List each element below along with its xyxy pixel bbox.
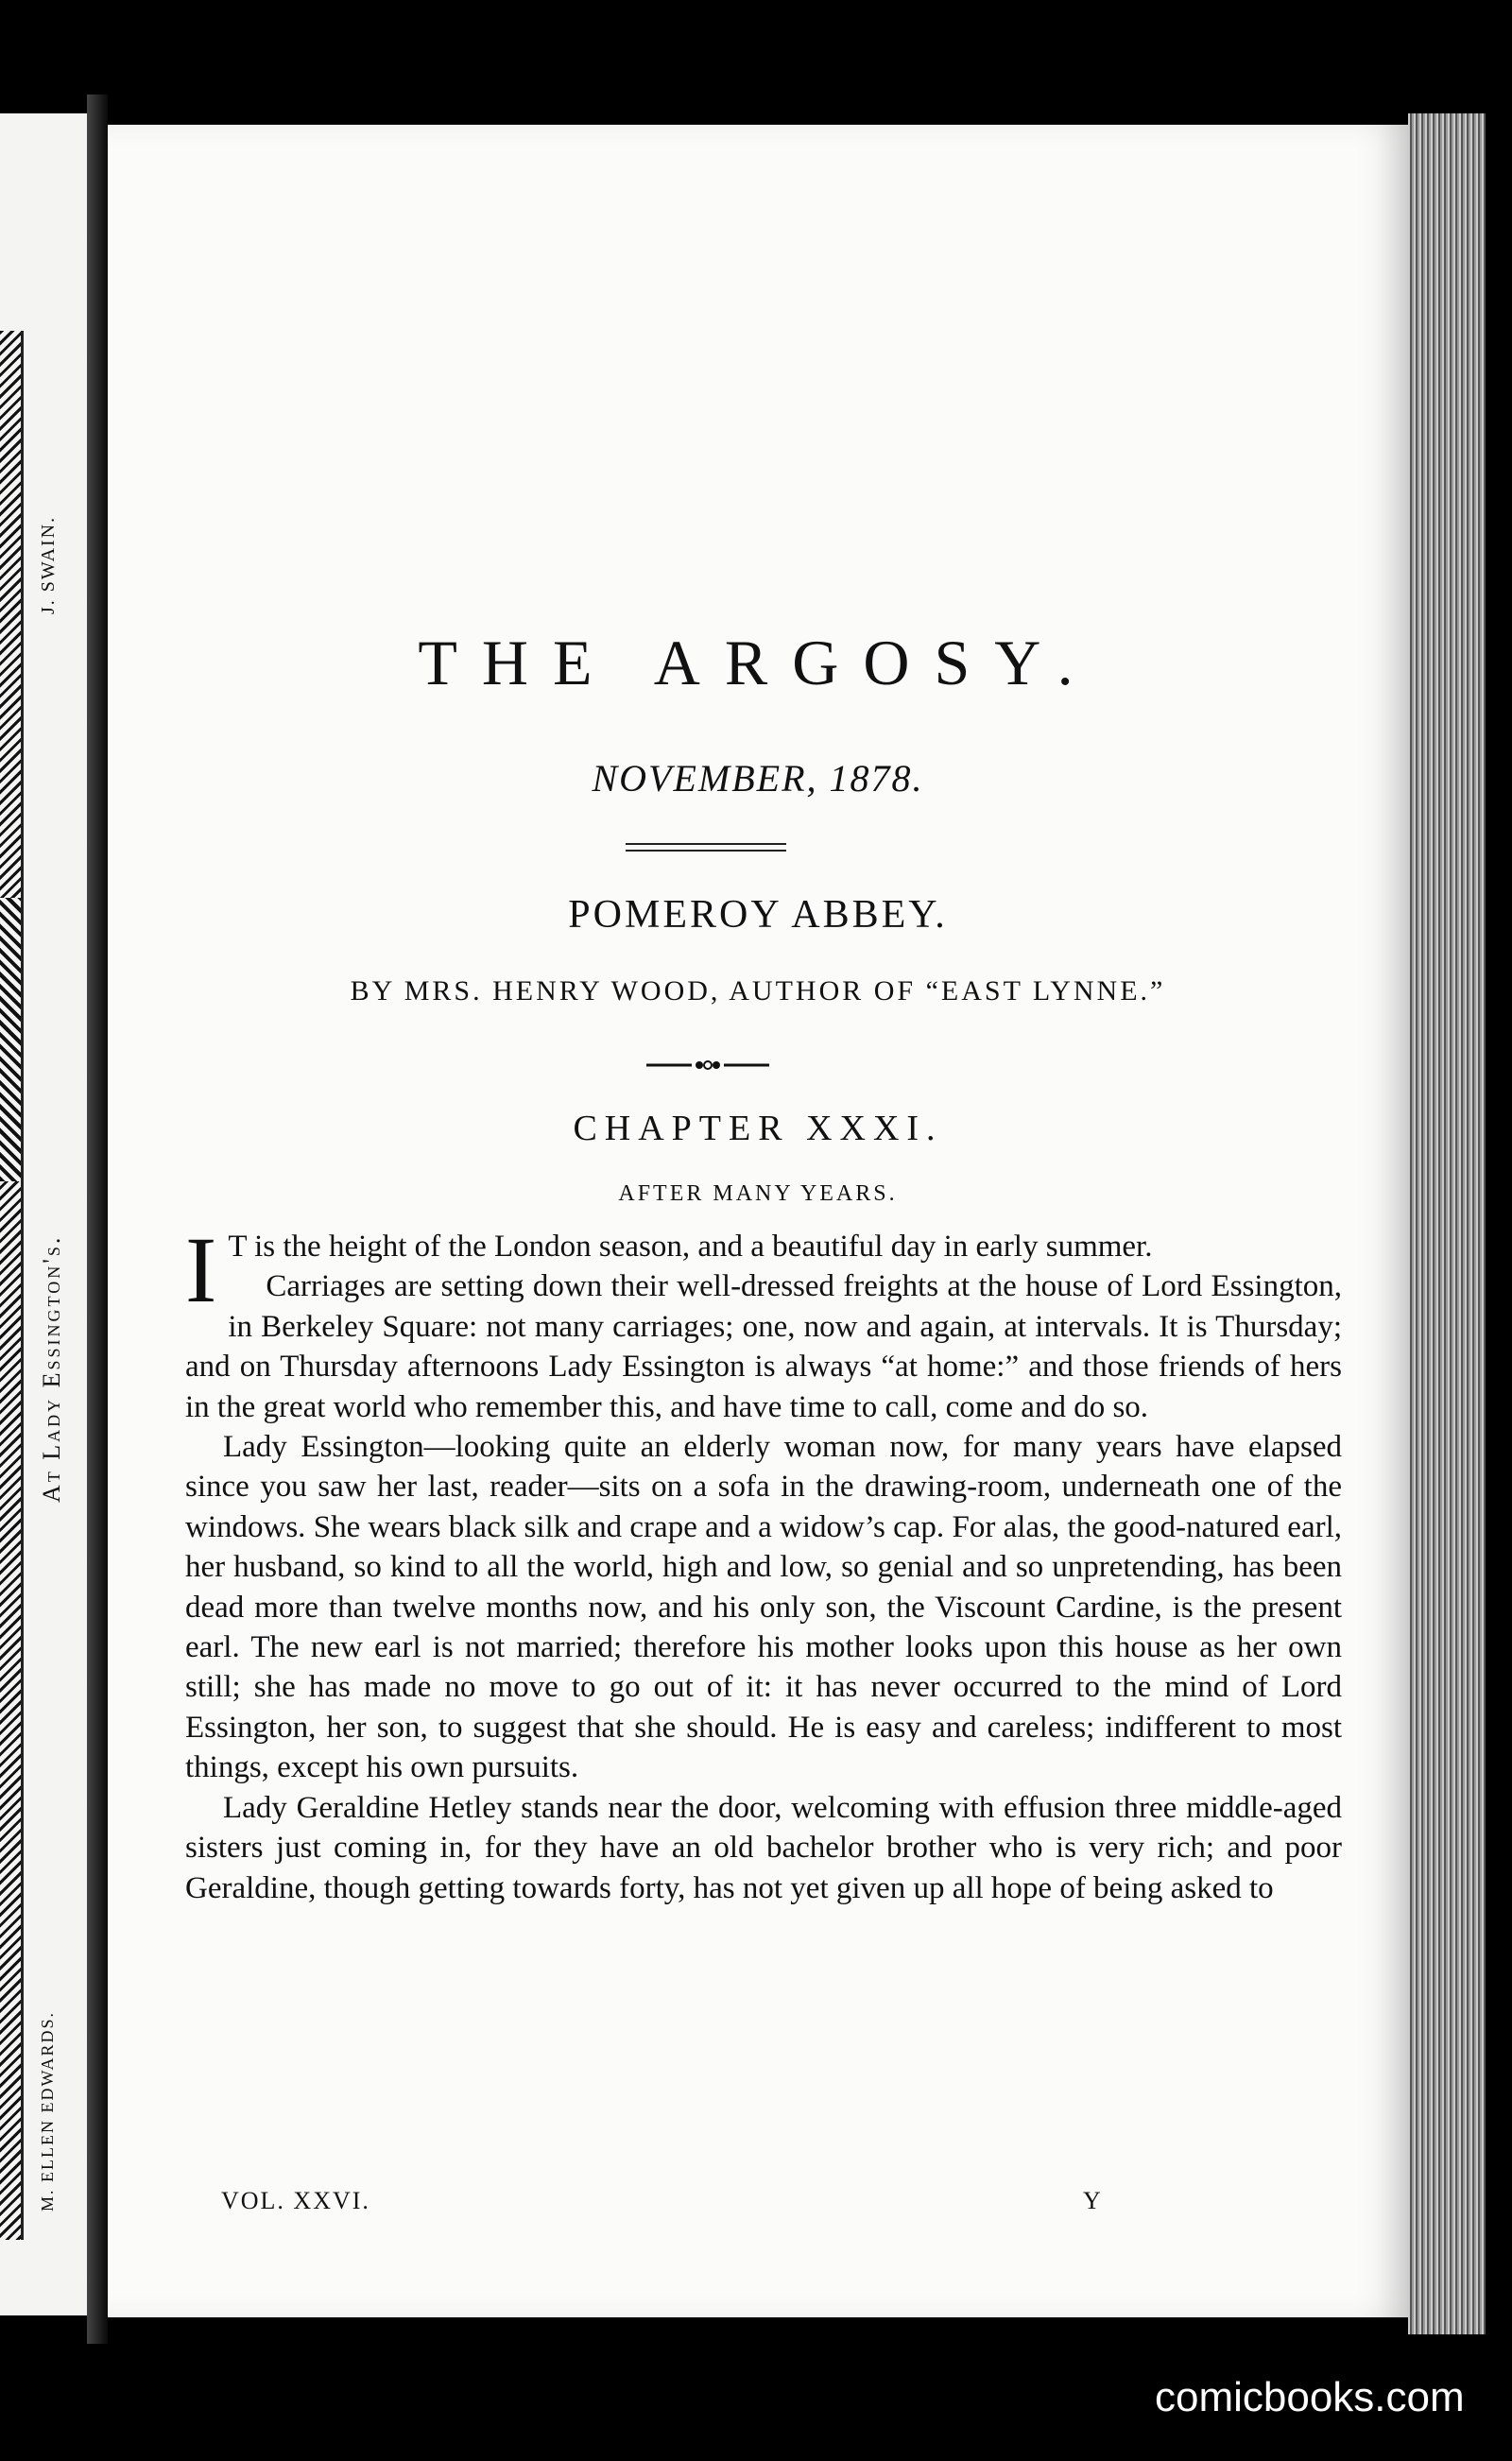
- magazine-title: THE ARGOSY.: [418, 627, 1098, 698]
- paragraph-text: T is the height of the London season, and a beautiful day in early summer.: [228, 1230, 1153, 1264]
- ornament-divider: [646, 1058, 769, 1072]
- engraver-credit: J. SWAIN.: [38, 515, 59, 614]
- story-title: POMEROY ABBEY.: [568, 893, 948, 937]
- signature-mark: Y: [1083, 2187, 1101, 2214]
- chapter-subtitle: AFTER MANY YEARS.: [618, 1181, 898, 1206]
- paragraph: [185, 1217, 1342, 1322]
- paragraph: Lady Geraldine Hetley stands near the door, welcoming with effusion three middle-aged sisters just coming in, for they have an old bachelor brother who is very rich; and poor Geraldine, though getting towards forty, has not yet given up all hope of being asked to: [185, 1790, 1342, 1905]
- page-stack-edge: [1408, 113, 1486, 2334]
- paragraph: Lady Essington—looking quite an elderly woman now, for many years have elapsed since you saw her last, reader—sits on a sofa in the drawing-room, underneath one of the windows. She wears black silk and crape and a widow’s cap. For alas, the good-natured earl, her husband, so kind to all the world, high and low, so genial and so unpretending, has been dead more than twelve months now, and his only son, the Viscount Cardine, is the present earl. The new earl is not married; therefore his mother looks upon this house as her own still; she has made no move to go out of it: it has never occurred to the mind of Lord Essington, her son, to suggest that she should. He is easy and careless; indifferent to most things, except his own pursuits.: [185, 1430, 1342, 1785]
- magazine-page: [108, 125, 1408, 2317]
- issue-date: NOVEMBER, 1878.: [592, 757, 924, 800]
- volume-label: VOL. XXVI.: [221, 2187, 370, 2214]
- story-byline: BY MRS. HENRY WOOD, AUTHOR OF “EAST LYNNE.”: [350, 975, 1166, 1007]
- paragraph: Carriages are setting down their well-dressed freights at the house of Lord Essington, in Berkeley Square: not many carriages; one, now and again, at intervals. It is Thursday; and on Thursday afternoons Lady Essington is always “at home:” and those friends of hers in the great world who remember this, and have time to call, come and do so.: [185, 1269, 1342, 1424]
- book-gutter: [87, 95, 108, 2344]
- drop-cap: I: [185, 1217, 217, 1322]
- double-rule-divider: [626, 843, 786, 852]
- body-text: [185, 1217, 1342, 1908]
- site-watermark: comicbooks.com: [1155, 2374, 1465, 2420]
- chapter-title: CHAPTER XXXI.: [573, 1109, 943, 1148]
- artist-credit: M. ELLEN EDWARDS.: [38, 2011, 57, 2211]
- illustration-caption: At Lady Essington's.: [38, 1234, 65, 1503]
- facing-page-edge: [0, 113, 87, 2315]
- engraving-illustration-edge: [0, 331, 24, 2240]
